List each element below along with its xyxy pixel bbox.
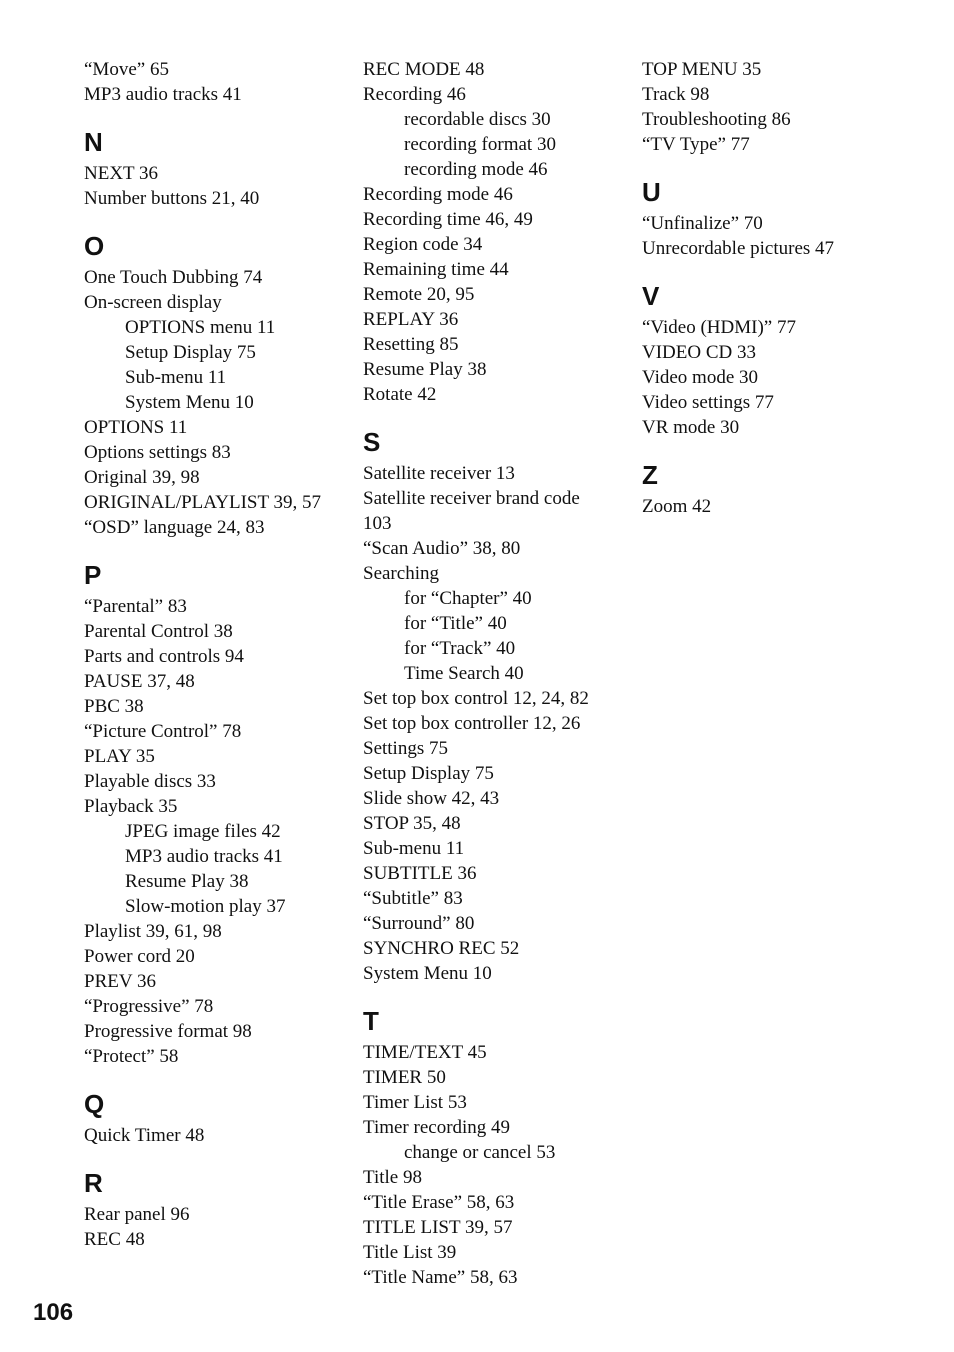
index-subentry: for “Chapter” 40 <box>404 588 532 609</box>
index-entry: Timer recording 49 <box>363 1117 511 1138</box>
index-subentry: MP3 audio tracks 41 <box>125 846 283 867</box>
index-entry: Satellite receiver brand code 103 <box>363 488 580 534</box>
index-entry: Track 98 <box>642 84 710 105</box>
index-entry: Power cord 20 <box>84 946 195 967</box>
index-entry: Slide show 42, 43 <box>363 788 500 809</box>
index-entry: Original 39, 98 <box>84 467 200 488</box>
section-letter: R <box>84 1168 103 1198</box>
index-entry: Setup Display 75 <box>363 763 494 784</box>
index-entry: Recording time 46, 49 <box>363 209 533 230</box>
index-entry: Resetting 85 <box>363 334 459 355</box>
index-entry: System Menu 10 <box>363 963 492 984</box>
page-number: 106 <box>33 1299 74 1326</box>
index-column-2 <box>363 57 623 1290</box>
index-entry: Resume Play 38 <box>363 359 487 380</box>
index-entry: “Unfinalize” 70 <box>642 213 763 234</box>
index-entry: REPLAY 36 <box>363 309 459 330</box>
index-entry: SUBTITLE 36 <box>363 863 477 884</box>
section-letter: Z <box>642 460 658 490</box>
index-entry: PBC 38 <box>84 696 144 717</box>
index-entry: NEXT 36 <box>84 163 159 184</box>
index-subentry: Resume Play 38 <box>125 871 249 892</box>
index-subentry: recording mode 46 <box>404 159 548 180</box>
index-entry: PLAY 35 <box>84 746 155 767</box>
index-entry: Troubleshooting 86 <box>642 109 791 130</box>
index-entry: “Move” 65 <box>84 59 169 80</box>
index-entry: Video mode 30 <box>642 367 759 388</box>
index-entry: Searching <box>363 563 439 584</box>
index-entry: One Touch Dubbing 74 <box>84 267 263 288</box>
index-entry: Satellite receiver 13 <box>363 463 515 484</box>
index-entry: TITLE LIST 39, 57 <box>363 1217 513 1238</box>
index-entry: “TV Type” 77 <box>642 134 750 155</box>
section-letter: P <box>84 560 102 590</box>
index-entry: REC 48 <box>84 1229 145 1250</box>
index-entry: Playable discs 33 <box>84 771 216 792</box>
index-entry: “Title Erase” 58, 63 <box>363 1192 515 1213</box>
index-entry: Quick Timer 48 <box>84 1125 205 1146</box>
index-entry: TOP MENU 35 <box>642 59 762 80</box>
index-entry: TIME/TEXT 45 <box>363 1042 487 1063</box>
section-letter: Q <box>84 1089 105 1119</box>
index-entry: “Surround” 80 <box>363 913 475 934</box>
index-subentry: Slow-motion play 37 <box>125 896 286 917</box>
index-entry: Remote 20, 95 <box>363 284 475 305</box>
index-entry: Rear panel 96 <box>84 1204 190 1225</box>
index-entry: OPTIONS 11 <box>84 417 188 438</box>
index-subentry: for “Track” 40 <box>404 638 516 659</box>
index-subentry: OPTIONS menu 11 <box>125 317 276 338</box>
index-entry: REC MODE 48 <box>363 59 485 80</box>
index-column-3 <box>642 57 902 519</box>
index-subentry: System Menu 10 <box>125 392 254 413</box>
index-subentry: change or cancel 53 <box>404 1142 556 1163</box>
index-entry: Playlist 39, 61, 98 <box>84 921 222 942</box>
index-subentry: for “Title” 40 <box>404 613 507 634</box>
section-letter: U <box>642 177 661 207</box>
index-entry: ORIGINAL/PLAYLIST 39, 57 <box>84 492 321 513</box>
index-entry: Sub-menu 11 <box>363 838 465 859</box>
index-entry: Title 98 <box>363 1167 422 1188</box>
index-entry: “Scan Audio” 38, 80 <box>363 538 521 559</box>
index-entry: Title List 39 <box>363 1242 457 1263</box>
index-entry: PREV 36 <box>84 971 156 992</box>
section-letter: V <box>642 281 660 311</box>
index-entry: PAUSE 37, 48 <box>84 671 195 692</box>
index-entry: Set top box controller 12, 26 <box>363 713 581 734</box>
index-entry: “Video (HDMI)” 77 <box>642 317 796 338</box>
index-entry: MP3 audio tracks 41 <box>84 84 242 105</box>
section-letter: O <box>84 231 105 261</box>
index-entry: Number buttons 21, 40 <box>84 188 260 209</box>
index-entry: “Progressive” 78 <box>84 996 214 1017</box>
index-entry: “Subtitle” 83 <box>363 888 463 909</box>
index-entry: Parts and controls 94 <box>84 646 244 667</box>
index-subentry: recording format 30 <box>404 134 556 155</box>
index-entry: Region code 34 <box>363 234 483 255</box>
index-entry: Video settings 77 <box>642 392 774 413</box>
section-letter: S <box>363 427 381 457</box>
index-entry: VIDEO CD 33 <box>642 342 756 363</box>
index-entry: TIMER 50 <box>363 1067 446 1088</box>
index-entry: “Protect” 58 <box>84 1046 179 1067</box>
index-entry: Recording mode 46 <box>363 184 513 205</box>
index-entry: Playback 35 <box>84 796 178 817</box>
index-entry: Set top box control 12, 24, 82 <box>363 688 589 709</box>
index-entry: STOP 35, 48 <box>363 813 461 834</box>
index-entry: Progressive format 98 <box>84 1021 252 1042</box>
index-entry: Recording 46 <box>363 84 466 105</box>
index-entry: “Parental” 83 <box>84 596 187 617</box>
index-entry: Zoom 42 <box>642 496 712 517</box>
index-entry: Settings 75 <box>363 738 448 759</box>
index-entry: “Title Name” 58, 63 <box>363 1267 518 1288</box>
index-entry: Rotate 42 <box>363 384 437 405</box>
index-entry: Remaining time 44 <box>363 259 509 280</box>
index-entry: On-screen display <box>84 292 222 313</box>
index-entry: Options settings 83 <box>84 442 231 463</box>
index-entry: Timer List 53 <box>363 1092 467 1113</box>
index-entry: SYNCHRO REC 52 <box>363 938 520 959</box>
index-column-1 <box>84 57 334 1252</box>
index-entry: “OSD” language 24, 83 <box>84 517 265 538</box>
section-letter: T <box>363 1006 379 1036</box>
index-entry: Unrecordable pictures 47 <box>642 238 835 259</box>
index-subentry: recordable discs 30 <box>404 109 551 130</box>
index-subentry: Time Search 40 <box>404 663 524 684</box>
index-subentry: JPEG image files 42 <box>125 821 281 842</box>
index-subentry: Setup Display 75 <box>125 342 256 363</box>
index-subentry: Sub-menu 11 <box>125 367 227 388</box>
index-entry: VR mode 30 <box>642 417 740 438</box>
section-letter: N <box>84 127 103 157</box>
index-entry: “Picture Control” 78 <box>84 721 242 742</box>
index-entry: Parental Control 38 <box>84 621 233 642</box>
